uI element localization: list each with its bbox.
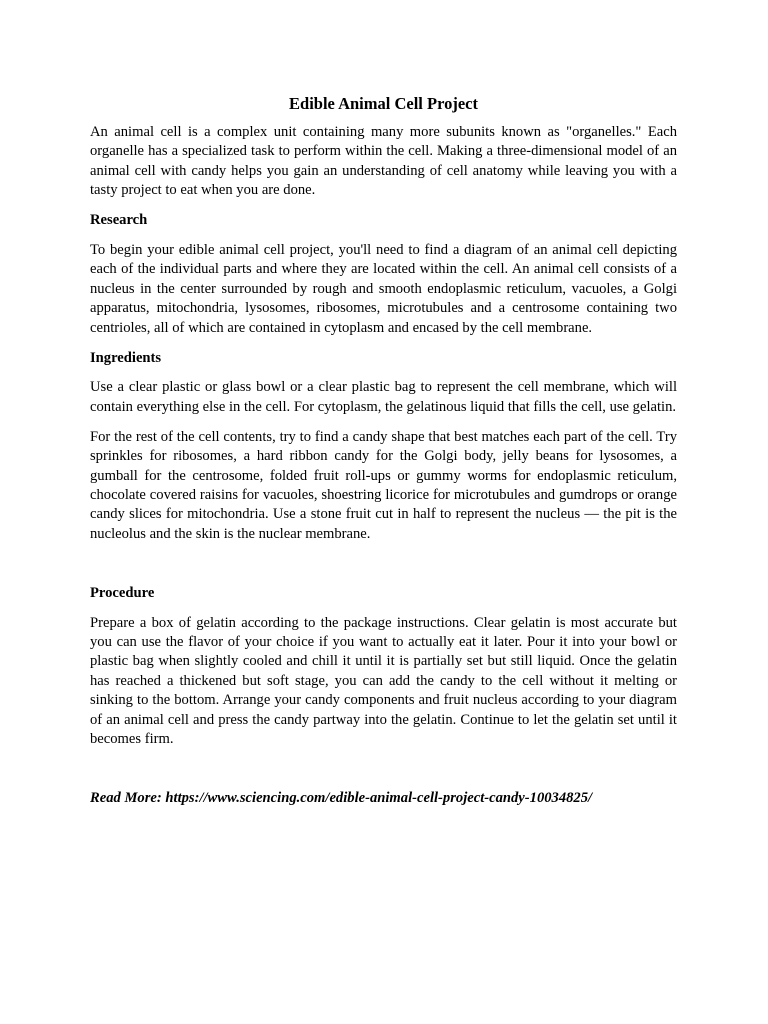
procedure-paragraph: Prepare a box of gelatin according to the package instructions. Clear gelatin is most accurate but you can use the flavor of your choice if you want to actually eat it later. Pour it into your bowl or plastic bag when slightly cooled and chill it until it is partially set but still liquid. Once the gelatin has reached a thickened but soft stage, you can add the candy to the cell without it melting or sinking to the bottom. Arrange your candy components and fruit nucleus according to your diagram of an animal cell and press the candy partway into the gelatin. Continue to let the gelatin set until it becomes firm. xyxy=(90,614,677,748)
procedure-heading: Procedure xyxy=(90,584,155,601)
ingredients-heading: Ingredients xyxy=(90,349,162,366)
ingredients-paragraph-1: Use a clear plastic or glass bowl or a clear plastic bag to represent the cell membrane, which will contain everything else in the cell. For cytoplasm, the gelatinous liquid that fills the cell, use gelatin. xyxy=(90,379,677,415)
ingredients-paragraph-2: For the rest of the cell contents, try to find a candy shape that best matches each part of the cell. Try sprinkles for ribosomes, a hard ribbon candy for the Golgi body, jelly beans for lysosomes, a gumball for the centrosome, folded fruit roll-ups or gummy worms for endoplasmic reticulum, chocolate covered raisins for vacuoles, shoestring licorice for microtubules and gumdrops or orange candy slices for mitochondria. Use a stone fruit cut in half to represent the nucleus — the pit is the nucleolus and the skin is the nuclear membrane. xyxy=(90,428,677,542)
read-more-link[interactable]: Read More: https://www.sciencing.com/edible-animal-cell-project-candy-10034825/ xyxy=(90,789,593,806)
research-paragraph: To begin your edible animal cell project, you'll need to find a diagram of an animal cell depicting each of the individual parts and where they are located within the cell. An animal cell consists of a nucleus in the center surrounded by rough and smooth endoplasmic reticulum, vacuoles, a Golgi apparatus, mitochondria, lysosomes, ribosomes, microtubules and a centrosome containing two centrioles, all of which are contained in cytoplasm and encased by the cell membrane. xyxy=(90,242,677,336)
research-heading: Research xyxy=(90,212,148,229)
document-page xyxy=(90,93,677,808)
section-spacer xyxy=(90,555,677,584)
intro-paragraph: An animal cell is a complex unit containing many more subunits known as "organelles." Each organelle has a specialized task to perform within the cell. Making a three-dimensional model of an animal cell with candy helps you gain an understanding of cell anatomy while leaving you with a tasty project to eat when you are done. xyxy=(90,124,677,199)
document-title: Edible Animal Cell Project xyxy=(289,94,478,113)
section-spacer xyxy=(90,760,677,789)
